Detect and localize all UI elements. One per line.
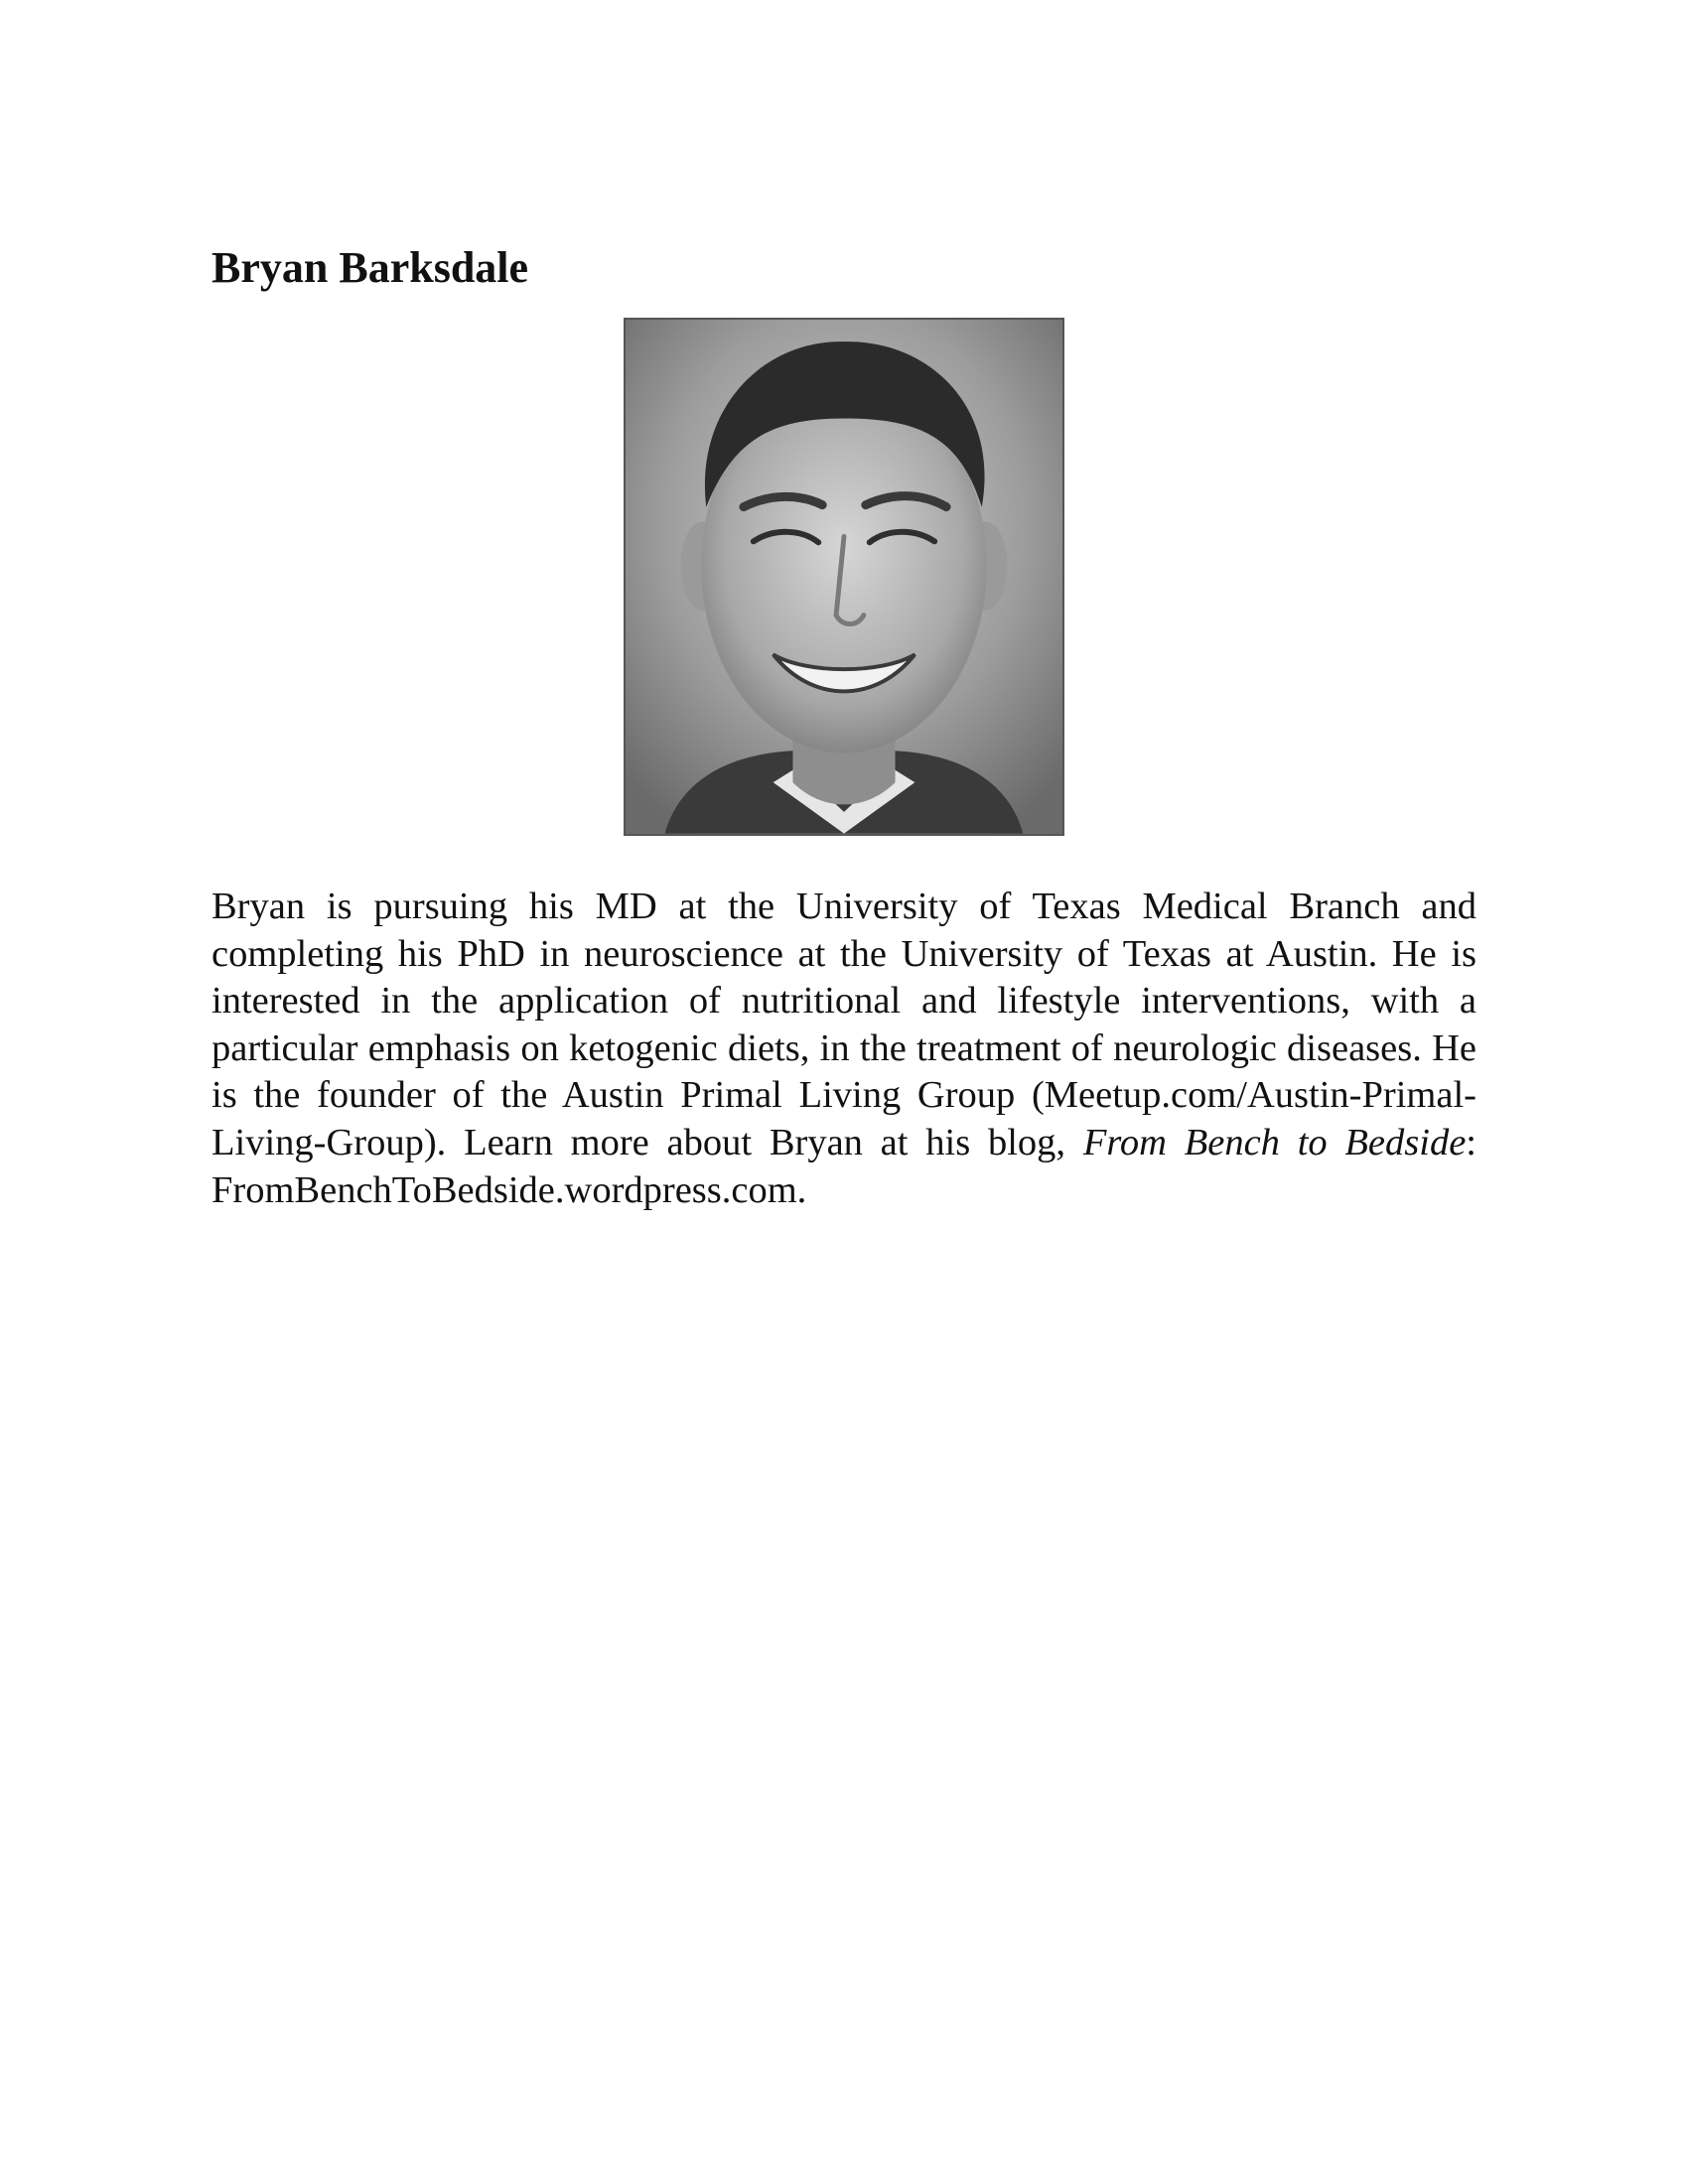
author-bio [211,884,1477,1214]
blog-title: From Bench to Bedside [1082,1121,1467,1163]
author-name: Bryan Barksdale [211,243,529,292]
bio-text: Bryan is pursuing his MD at the University of Texas Medical Branch and completing his PhD in neuroscience at the University of Texas at Austin. He is interested in the application of nutritional and lifestyle interventions, with a particular emphasis on ketogenic diets, in the treatment of neurologic diseases. He is the founder of the Austin Primal Living Group (Meetup.com/Austin-Primal-Living-Group). Learn more about Bryan at his blog, [211,886,1477,1163]
portrait-photo-icon [626,320,1062,834]
author-photo [624,318,1064,836]
blog-url: : FromBenchToBedside.wordpress.com. [211,1121,1477,1211]
